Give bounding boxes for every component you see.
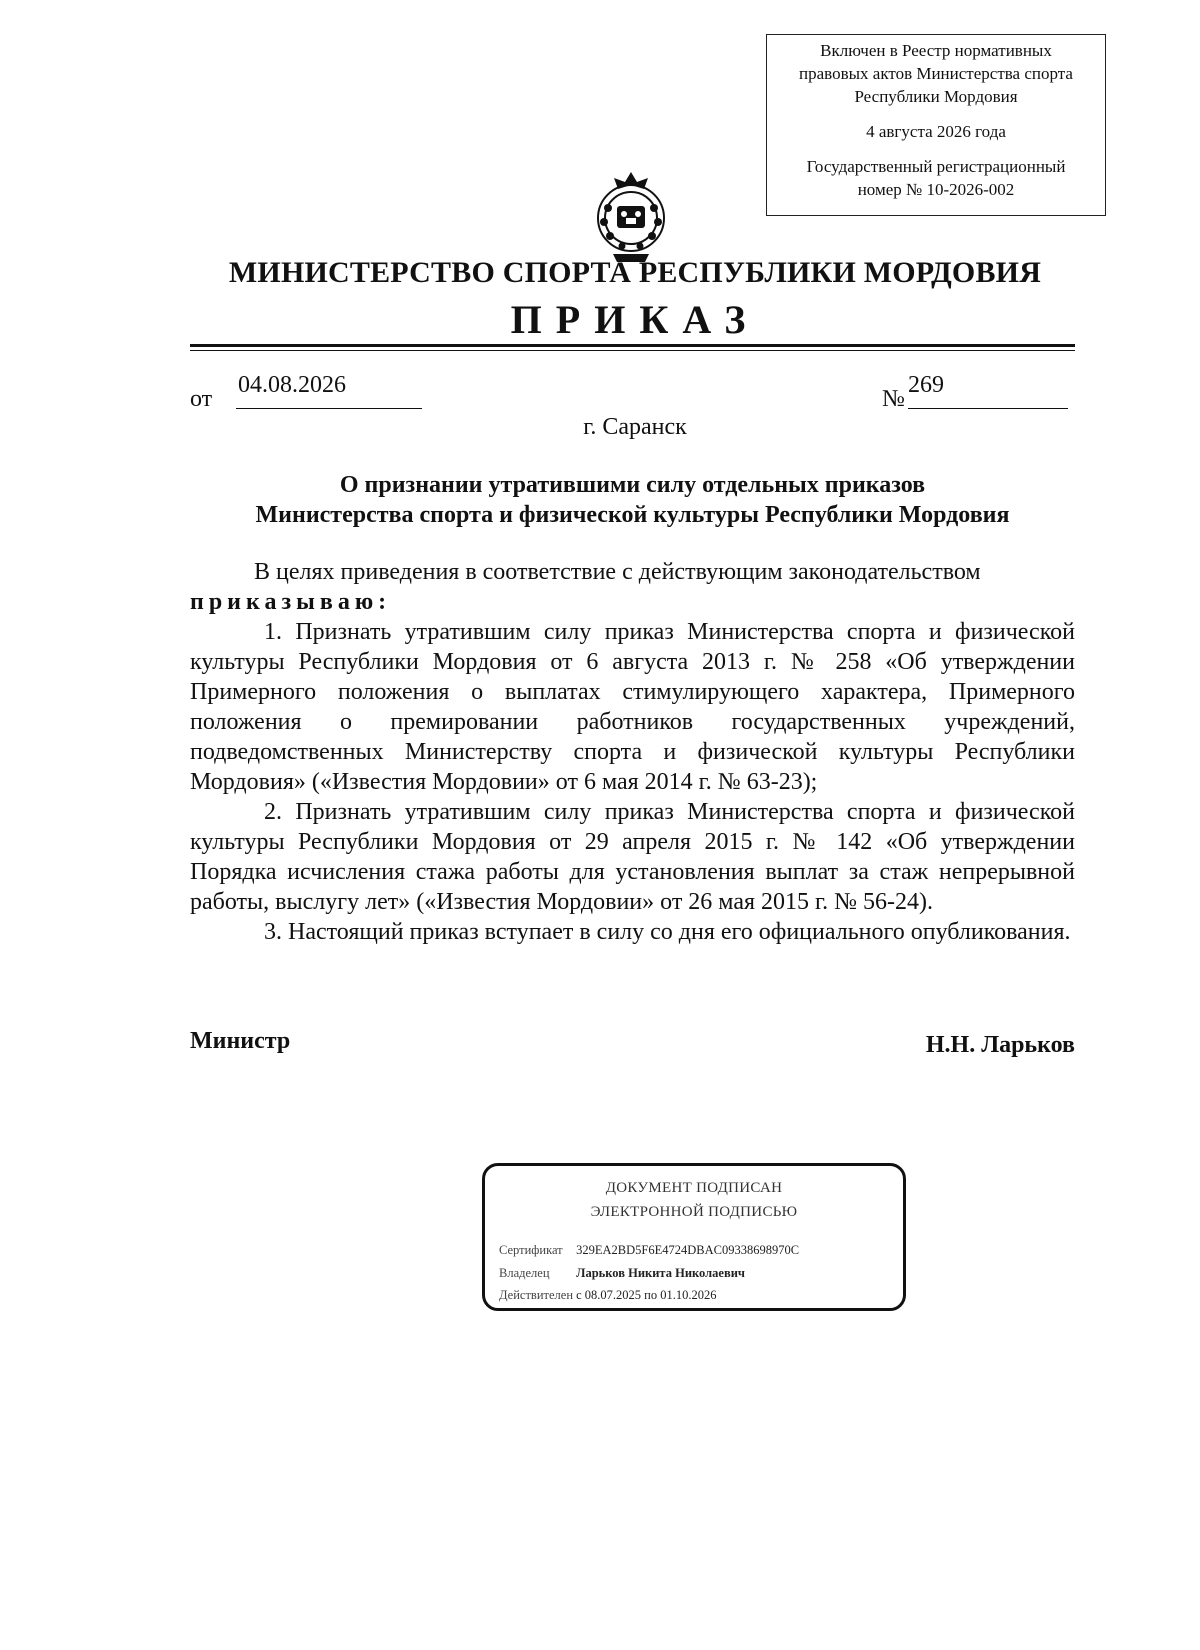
number-value: 269 [908, 372, 1068, 409]
subject-line-1: О признании утратившими силу отдельных приказов [339, 472, 926, 498]
valid-value: с 08.07.2025 по 01.10.2026 [576, 1288, 717, 1302]
order-body [190, 557, 1075, 947]
coat-of-arms-icon [588, 168, 674, 264]
esign-header-2: ЭЛЕКТРОННОЙ ПОДПИСЬЮ [590, 1204, 798, 1220]
esign-owner-row [499, 1266, 745, 1281]
document-type: ПРИКАЗ [510, 297, 760, 342]
registry-line-1: Включен в Реестр нормативных [820, 41, 1052, 60]
esign-header-1: ДОКУМЕНТ ПОДПИСАН [605, 1180, 783, 1196]
esign-valid-row [499, 1288, 717, 1303]
header-rule-thin [190, 350, 1075, 351]
registry-date: 4 августа 2026 года [866, 122, 1006, 141]
item-2: 2. Признать утратившим силу приказ Министерства спорта и физической культуры Республики Мордовия от 29 апреля 2015 г. № 142 «Об утверждении Порядка исчисления стажа работы для установления выплат за стаж непрерывной работы, выслугу лет» («Известия Мордовии» от 26 мая 2015 г. № 56-24). [190, 799, 1075, 915]
registry-reg-number: номер № 10-2026-002 [857, 180, 1015, 199]
item-1: 1. Признать утратившим силу приказ Министерства спорта и физической культуры Республики Мордовия от 6 августа 2013 г. № 258 «Об утверждении Примерного положения о выплатах стимулирующего характера, Примерного положения о премировании работников государственных учреждений, подведомственных Министерству спорта и физической культуры Республики Мордовия» («Известия Мордовии» от 6 мая 2014 г. № 63-23); [190, 619, 1075, 795]
owner-value: Ларьков Никита Николаевич [576, 1266, 745, 1280]
registry-reg-label: Государственный регистрационный [806, 157, 1066, 176]
ministry-name: МИНИСТЕРСТВО СПОРТА РЕСПУБЛИКИ МОРДОВИЯ [228, 256, 1042, 289]
number-prefix: № [882, 386, 905, 412]
signatory-role: Министр [190, 1028, 291, 1054]
owner-label: Владелец [499, 1266, 550, 1280]
order-subject [190, 470, 1075, 530]
date-value: 04.08.2026 [236, 372, 422, 409]
esign-cert-row [499, 1243, 799, 1258]
registry-line-2: правовых актов Министерства спорта [799, 64, 1073, 83]
preamble: В целях приведения в соответствие с действующим законодательством [254, 559, 981, 585]
electronic-signature-stamp [482, 1163, 906, 1311]
date-prefix: от [190, 386, 213, 412]
cert-label: Сертификат [499, 1243, 563, 1257]
subject-line-2: Министерства спорта и физической культуры Республики Мордовия [255, 502, 1010, 528]
registry-stamp [766, 34, 1106, 216]
item-3: 3. Настоящий приказ вступает в силу со дня его официального опубликования. [264, 919, 1071, 945]
order-word: приказываю: [190, 589, 392, 615]
esign-header [485, 1176, 903, 1224]
valid-label: Действителен [499, 1288, 574, 1302]
header-rule-thick [190, 344, 1075, 347]
city: г. Саранск [583, 414, 687, 440]
registry-line-3: Республики Мордовия [854, 87, 1018, 106]
cert-value: 329EA2BD5F6E4724DBAC09338698970C [576, 1243, 800, 1257]
signatory-name: Н.Н. Ларьков [925, 1032, 1075, 1058]
